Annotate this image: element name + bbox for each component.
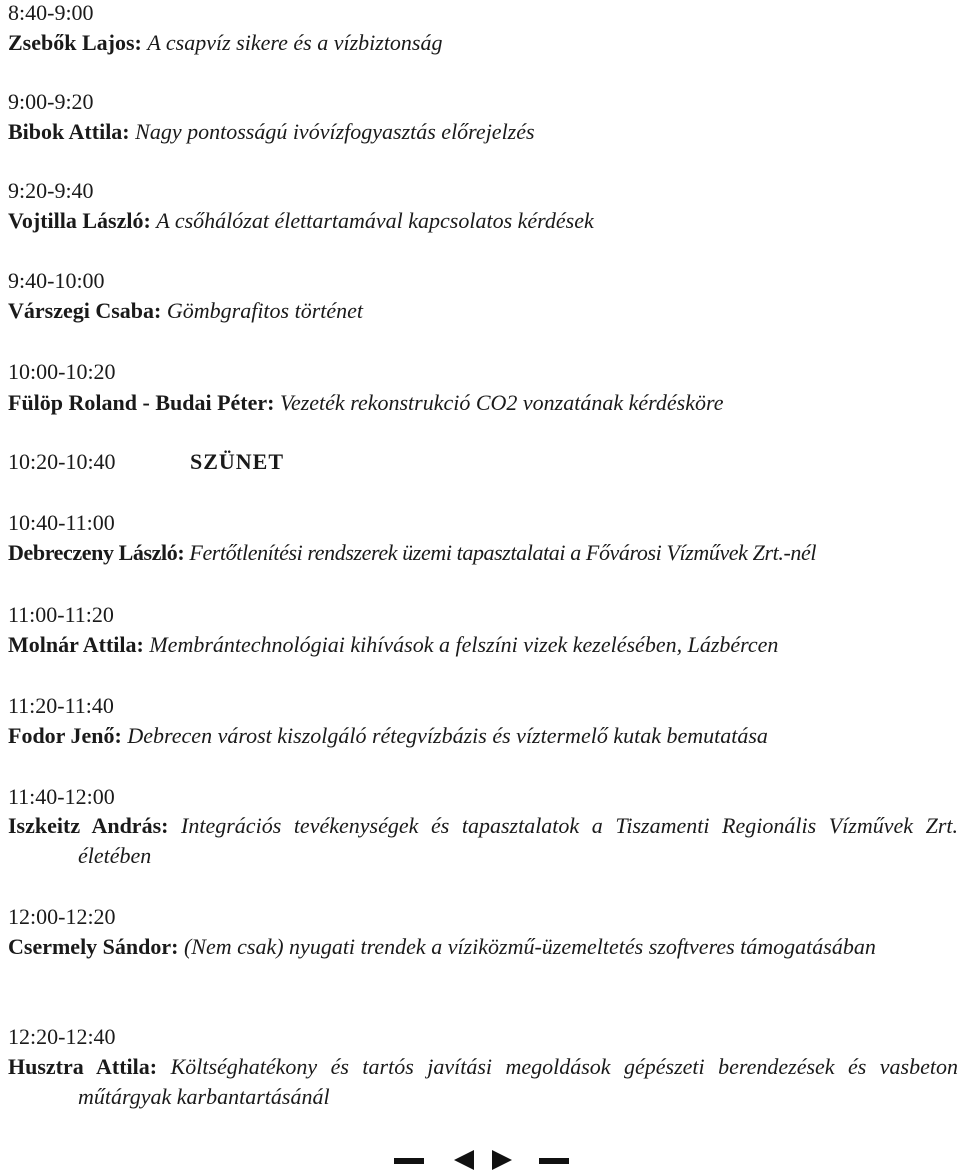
slot-time: 11:20-11:40 bbox=[8, 693, 114, 718]
slot-time: 9:00-9:20 bbox=[8, 89, 94, 114]
talk-entry bbox=[8, 630, 958, 660]
slot-time: 8:40-9:00 bbox=[8, 0, 94, 25]
slot-time: 12:20-12:40 bbox=[8, 1024, 116, 1049]
speaker-name: Fodor Jenő: bbox=[8, 723, 122, 748]
slot-time: 11:00-11:20 bbox=[8, 602, 114, 627]
talk-title: Debrecen várost kiszolgáló rétegvízbázis és víztermelő kutak bemutatása bbox=[127, 723, 768, 748]
speaker-name: Debreczeny László: bbox=[8, 540, 185, 565]
talk-entry bbox=[8, 117, 958, 147]
talk-title: Költséghatékony és tartós javítási megoldások gépészeti berendezések és vasbeton műtárgyak karbantartásánál bbox=[78, 1054, 958, 1109]
talk-entry bbox=[8, 1052, 958, 1112]
talk-title: A csapvíz sikere és a vízbiztonság bbox=[147, 30, 443, 55]
talk-title: Membrántechnológiai kihívások a felszíni vizek kezelésében, Lázbércen bbox=[149, 632, 779, 657]
slot-time: 10:40-11:00 bbox=[8, 510, 115, 535]
talk-title: Vezeték rekonstrukció CO2 vonzatának kérdésköre bbox=[279, 390, 724, 415]
talk-title: Integrációs tevékenységek és tapasztalatok a Tiszamenti Regionális Vízművek Zrt. életében bbox=[78, 813, 958, 868]
speaker-name: Vojtilla László: bbox=[8, 208, 151, 233]
talk-entry bbox=[8, 811, 958, 871]
slot-time: 9:40-10:00 bbox=[8, 268, 105, 293]
slot-time: 12:00-12:20 bbox=[8, 904, 116, 929]
talk-title: (Nem csak) nyugati trendek a víziközmű-üzemeltetés szoftveres támogatásában bbox=[183, 934, 876, 959]
speaker-name: Husztra Attila: bbox=[8, 1054, 158, 1079]
slot-time: 11:40-12:00 bbox=[8, 784, 115, 809]
talk-entry bbox=[8, 206, 958, 236]
break-label: SZÜNET bbox=[190, 449, 285, 474]
speaker-name: Molnár Attila: bbox=[8, 632, 144, 657]
slot-time: 10:00-10:20 bbox=[8, 359, 116, 384]
speaker-name: Bibok Attila: bbox=[8, 119, 130, 144]
speaker-name: Várszegi Csaba: bbox=[8, 298, 162, 323]
talk-entry bbox=[8, 721, 958, 751]
talk-title: Gömbgrafitos történet bbox=[166, 298, 364, 323]
next-triangle-icon[interactable] bbox=[492, 1150, 512, 1170]
speaker-name: Iszkeitz András: bbox=[8, 813, 169, 838]
talk-title: Nagy pontosságú ivóvízfogyasztás előrejelzés bbox=[135, 119, 535, 144]
talk-title: Fertőtlenítési rendszerek üzemi tapasztalatai a Fővárosi Vízművek Zrt.-nél bbox=[189, 540, 817, 565]
talk-entry bbox=[8, 296, 958, 326]
talk-entry bbox=[8, 538, 958, 568]
prev-triangle-icon[interactable] bbox=[454, 1150, 474, 1170]
first-page-dash-icon[interactable] bbox=[394, 1158, 424, 1164]
speaker-name: Csermely Sándor: bbox=[8, 934, 179, 959]
speaker-name: Fülöp Roland - Budai Péter: bbox=[8, 390, 275, 415]
slot-time: 10:20-10:40 bbox=[8, 449, 116, 474]
talk-entry bbox=[8, 388, 958, 418]
slot-time: 9:20-9:40 bbox=[8, 178, 94, 203]
page-navigation bbox=[394, 1148, 574, 1170]
talk-entry bbox=[8, 932, 958, 962]
talk-title: A csőhálózat élettartamával kapcsolatos kérdések bbox=[156, 208, 594, 233]
last-page-dash-icon[interactable] bbox=[539, 1158, 569, 1164]
talk-entry bbox=[8, 28, 958, 58]
speaker-name: Zsebők Lajos: bbox=[8, 30, 142, 55]
